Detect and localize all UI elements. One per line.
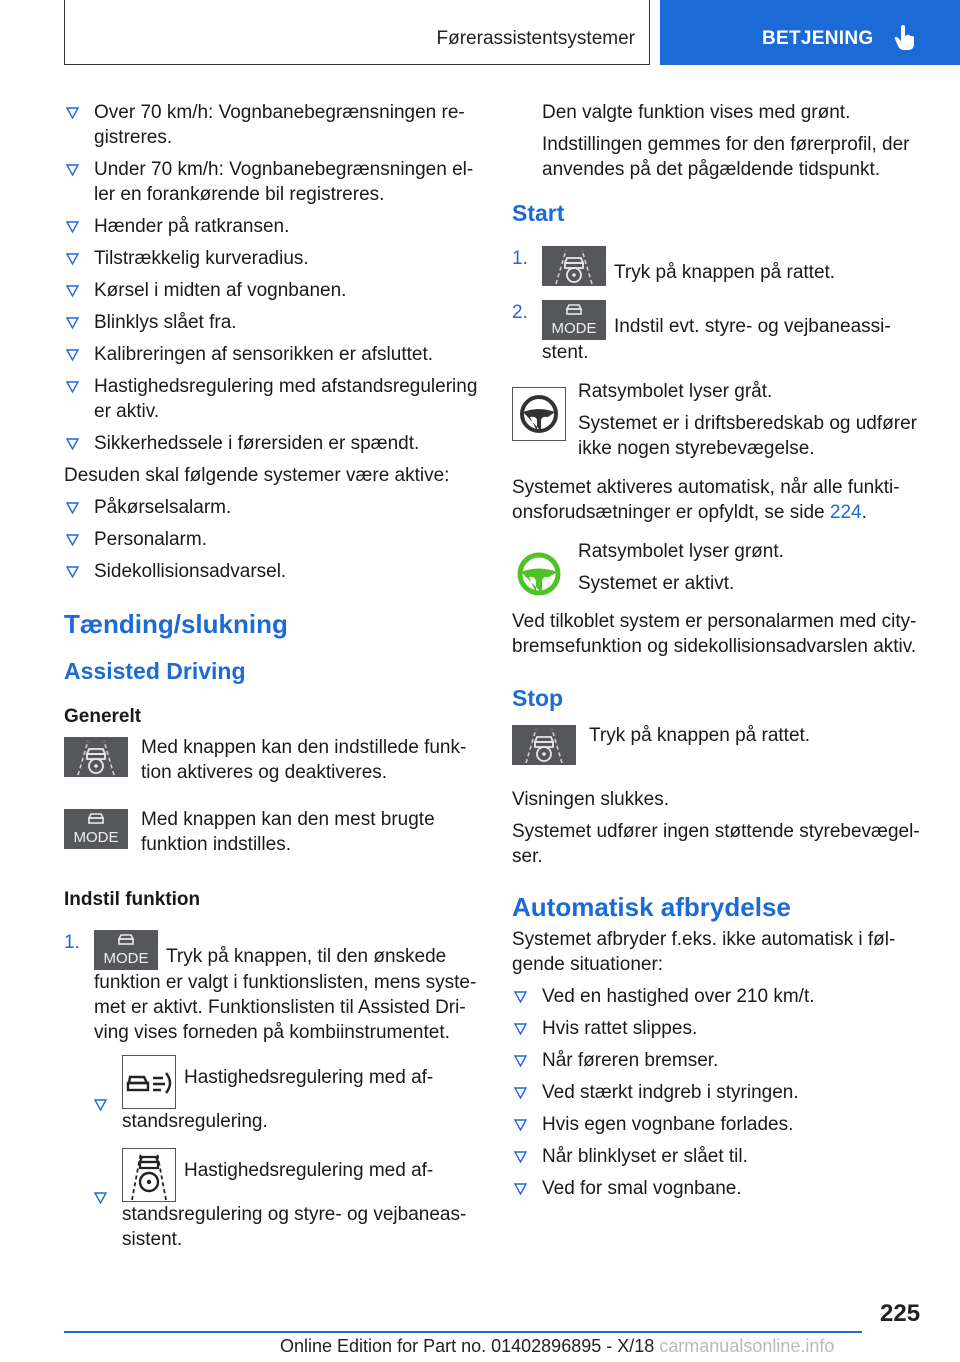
- triangle-bullet-icon: [94, 1099, 107, 1111]
- stop-text-1: Visningen slukkes.: [512, 789, 670, 810]
- footer-edition: [280, 1336, 834, 1357]
- list-item: Ved for smal vognbane.: [512, 1176, 932, 1201]
- triangle-bullet-icon: [66, 566, 79, 578]
- footer-watermark: carmanualsonline.info: [659, 1336, 835, 1356]
- list-item: Hvis rattet slippes.: [512, 1016, 932, 1041]
- profile-saved-text: Indstillingen gemmes for den førerprofil, der anvendes på det pågældende tidspunkt.: [542, 134, 910, 180]
- triangle-bullet-icon: [66, 381, 79, 393]
- step-1: [64, 930, 484, 1045]
- list-item: Hvis egen vognbane forlades.: [512, 1112, 932, 1137]
- triangle-bullet-icon: [66, 221, 79, 233]
- step-number: 2.: [512, 302, 528, 323]
- grey-text-2: Systemet er i driftsberedskab og udfører ikke nogen styrebevægelse.: [578, 413, 917, 459]
- right-column: [512, 100, 932, 1208]
- triangle-bullet-icon: [94, 1192, 107, 1204]
- requirements-list: [64, 100, 484, 456]
- step-text: Indstil evt. styre- og vejbaneassi-stent.: [542, 316, 891, 363]
- systems-list: [64, 495, 484, 584]
- triangle-bullet-icon: [514, 1119, 527, 1131]
- steering-wheel-green-icon: [512, 547, 566, 601]
- grey-wheel-row: [512, 379, 932, 461]
- list-item: Hastighedsregulering med af-standsregulering og styre- og vejbaneas-sistent.: [64, 1148, 484, 1252]
- left-column: [64, 100, 484, 1266]
- triangle-bullet-icon: [514, 991, 527, 1003]
- mode-button-icon: [94, 930, 158, 970]
- list-item: Under 70 km/h: Vognbanebegrænsningen el-ler en forankørende bil registreres.: [64, 157, 484, 207]
- step-number: 1.: [512, 248, 528, 269]
- green-text-2: Systemet er aktivt.: [578, 573, 735, 594]
- triangle-bullet-icon: [66, 285, 79, 297]
- heading-assisted-driving: Assisted Driving: [64, 658, 246, 684]
- page-number: 225: [880, 1300, 921, 1327]
- mode-button-row: [64, 807, 484, 867]
- list-item: Over 70 km/h: Vognbanebegrænsningen re-gistreres.: [64, 100, 484, 150]
- steering-wheel-grey-icon: [512, 387, 566, 441]
- list-item: Hænder på ratkransen.: [64, 214, 484, 239]
- list-item: Når blinklyset er slået til.: [512, 1144, 932, 1169]
- list-item: Tilstrækkelig kurveradius.: [64, 246, 484, 271]
- list-item: Påkørselsalarm.: [64, 495, 484, 520]
- header-chapter-label: BETJENING: [762, 28, 874, 49]
- stop-text-2: Systemet udfører ingen støttende styrebevægel-ser.: [512, 821, 920, 867]
- start-step-2: [512, 300, 932, 365]
- green-text-1: Ratsymbolet lyser grønt.: [578, 541, 784, 562]
- header-section-title: Førerassistentsystemer: [436, 28, 635, 49]
- auto-activation-text: Systemet aktiveres automatisk, når alle funkti-onsforudsætninger er opfyldt, se side 224.: [512, 477, 900, 523]
- assist-button-icon: [512, 725, 576, 765]
- list-item: Sidekollisionsadvarsel.: [64, 559, 484, 584]
- triangle-bullet-icon: [66, 502, 79, 514]
- triangle-bullet-icon: [66, 164, 79, 176]
- list-item: Blinklys slået fra.: [64, 310, 484, 335]
- triangle-bullet-icon: [66, 438, 79, 450]
- triangle-bullet-icon: [514, 1183, 527, 1195]
- list-item: Ved en hastighed over 210 km/t.: [512, 984, 932, 1009]
- assist-button-icon: [64, 737, 128, 777]
- triangle-bullet-icon: [66, 317, 79, 329]
- generelt-text-2: Med knappen kan den mest brugte funktion indstilles.: [141, 809, 435, 855]
- footer-divider: [64, 1331, 862, 1333]
- stop-text: Tryk på knappen på rattet.: [589, 725, 811, 746]
- function-list: [64, 1055, 484, 1252]
- grey-text-1: Ratsymbolet lyser gråt.: [578, 381, 773, 402]
- selected-green-text: Den valgte funktion vises med grønt.: [542, 102, 851, 123]
- triangle-bullet-icon: [66, 253, 79, 265]
- auto-stop-intro: Systemet afbryder f.eks. ikke automatisk i føl-gende situationer:: [512, 929, 896, 975]
- heading-indstil-funktion: Indstil funktion: [64, 889, 201, 910]
- triangle-bullet-icon: [514, 1087, 527, 1099]
- mode-button-icon: [64, 809, 128, 849]
- heading-taending: Tænding/slukning: [64, 609, 288, 639]
- triangle-bullet-icon: [514, 1055, 527, 1067]
- city-brake-text: Ved tilkoblet system er personalarmen med city-bremsefunktion og sidekollisionsadvarslen aktiv.: [512, 611, 917, 657]
- green-wheel-row: [512, 539, 932, 599]
- stop-row: [512, 723, 932, 775]
- list-item: Når føreren bremser.: [512, 1048, 932, 1073]
- assist-button-icon: [542, 246, 606, 286]
- list-item: Hastighedsregulering med afstandsregulering er aktiv.: [64, 374, 484, 424]
- list-item: Sikkerhedssele i førersiden er spændt.: [64, 431, 484, 456]
- footer-edition-text: Online Edition for Part no. 01402896895 - X/18: [280, 1336, 655, 1356]
- list-item: Hastighedsregulering med af-standsregulering.: [64, 1055, 484, 1134]
- triangle-bullet-icon: [514, 1151, 527, 1163]
- pointing-hand-icon: [894, 24, 916, 52]
- auto-stop-list: [512, 984, 932, 1201]
- list-item: Kørsel i midten af vognbanen.: [64, 278, 484, 303]
- triangle-bullet-icon: [66, 349, 79, 361]
- mode-button-icon: [542, 300, 606, 340]
- page-link[interactable]: 224: [829, 502, 862, 523]
- step-text: Tryk på knappen, til den ønskede funktion er valgt i funktionslisten, mens syste-met er aktivt. Funktionslisten til Assisted Dri-ving vises forneden på kombiinstrumentet.: [94, 946, 477, 1043]
- heading-stop: Stop: [512, 685, 564, 711]
- generelt-text-1: Med knappen kan den indstillede funk-tion aktiveres og deaktiveres.: [141, 737, 467, 783]
- acc-distance-icon: [122, 1055, 176, 1109]
- triangle-bullet-icon: [66, 534, 79, 546]
- step-number: 1.: [64, 932, 80, 953]
- header-chapter-tab[interactable]: [660, 0, 960, 65]
- acc-steering-assist-icon: [122, 1148, 176, 1202]
- triangle-bullet-icon: [66, 107, 79, 119]
- list-item: Personalarm.: [64, 527, 484, 552]
- triangle-bullet-icon: [514, 1023, 527, 1035]
- list-item: Kalibreringen af sensorikken er afsluttet.: [64, 342, 484, 367]
- header-section-box: [64, 0, 650, 65]
- start-step-1: [512, 246, 932, 286]
- heading-generelt: Generelt: [64, 706, 142, 727]
- heading-start: Start: [512, 200, 565, 226]
- assist-button-row: [64, 735, 484, 795]
- list-item: Ved stærkt indgreb i styringen.: [512, 1080, 932, 1105]
- also-required-text: Desuden skal følgende systemer være aktive:: [64, 465, 450, 486]
- heading-automatic-stop: Automatisk afbrydelse: [512, 892, 791, 922]
- step-text: Tryk på knappen på rattet.: [614, 262, 836, 283]
